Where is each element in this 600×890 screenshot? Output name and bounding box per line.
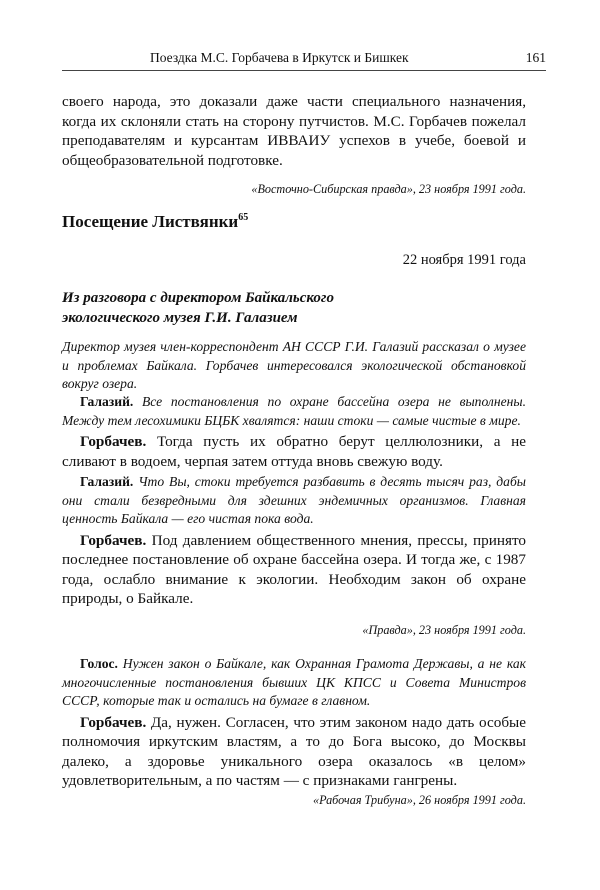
speech-text: Нужен закон о Байкале, как Охранная Грамота Державы, а не как многочисленные постановления бывших ЦК КПСС и Совета Министров СССР, которые так и остались на бумаге в главном. <box>62 656 526 708</box>
section-title-text: Посещение Листвянки <box>62 212 239 231</box>
subheading <box>62 288 334 328</box>
page-header <box>62 44 546 71</box>
speaker-name: Галазий. <box>80 474 134 489</box>
dialogue-entry <box>62 432 526 471</box>
speaker-name: Галазий. <box>80 394 134 409</box>
intro-paragraph: своего народа, это доказали даже части специального назначения, когда их склоняли стать на сторону путчистов. М.С. Горбачев пожелал преподавателям и курсантам ИВВАИУ успехов в учебе, боевой и общеобразовательной подготовке. <box>62 93 526 169</box>
subheading-line-1: Из разговора с директором Байкальского <box>62 290 334 306</box>
speaker-name: Горбачев. <box>80 433 147 450</box>
dialogue-2-block <box>62 655 526 791</box>
speech-text: Под давлением общественного мнения, прессы, принято последнее постановление об охране бассейна озера. И тогда же, с 1987 года, ослабло внимание к экологии. Необходим закон об охране природы, о Байкале. <box>62 531 526 607</box>
dialogue-entry <box>62 473 526 529</box>
speech-text: Все постановления по охране бассейна озера не выполнены. Между тем лесохимики БЦБК хвалятся: наши стоки — самые чистые в мире. <box>62 394 526 428</box>
speaker-name: Голос. <box>80 656 118 671</box>
dialogue-entry <box>62 531 526 609</box>
intro-paragraph-block <box>62 92 526 170</box>
running-title: Поездка М.С. Горбачева в Иркутск и Бишкек <box>150 50 409 65</box>
subheading-line-2: экологического музея Г.И. Галазием <box>62 310 298 326</box>
dialogue-entry <box>62 655 526 711</box>
source-citation-3: «Рабочая Трибуна», 26 ноября 1991 года. <box>313 793 526 807</box>
speaker-name: Горбачев. <box>80 713 147 731</box>
source-citation-1: «Восточно-Сибирская правда», 23 ноября 1991 года. <box>251 182 526 196</box>
section-date: 22 ноября 1991 года <box>402 252 526 268</box>
source-citation-2: «Правда», 23 ноября 1991 года. <box>362 623 526 637</box>
museum-intro: Директор музея член-корреспондент АН СССР Г.И. Галазий рассказал о музее и проблемах Байкала. Горбачев интересовался экологической обстановкой вокруг озера. <box>62 339 526 391</box>
museum-intro-block <box>62 338 526 394</box>
speech-text: Тогда пусть их обратно берут целлюлозники, а не сливают в водоем, черпая затем оттуда вновь свежую воду. <box>62 433 527 470</box>
section-title <box>62 212 248 232</box>
dialogue-entry <box>62 713 526 791</box>
speech-text: Да, нужен. Согласен, что этим законом надо дать особые полномочия иркутским властям, а то до Бога высоко, до Москвы далеко, а здоровье уникального озера оказалось «в целом» удовлетворительным, а по частям — с признаками гангрены. <box>62 713 526 789</box>
footnote-marker: 65 <box>238 212 249 223</box>
page-number: 161 <box>525 50 546 65</box>
dialogue-entry <box>62 393 526 430</box>
speaker-name: Горбачев. <box>80 531 147 549</box>
speech-text: Что Вы, стоки требуется разбавить в десять тысяч раз, дабы они стали безвредными для здешних эндемичных организмов. Главная ценность Байкала — его чистая пока вода. <box>62 474 526 526</box>
dialogue-1-block <box>62 393 526 609</box>
